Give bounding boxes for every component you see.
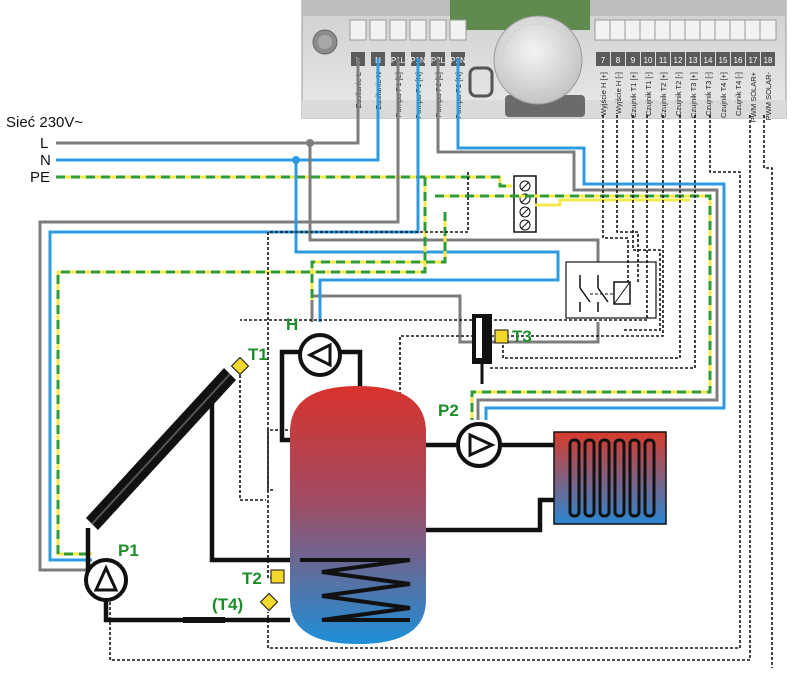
sensor-t3 (495, 330, 508, 343)
pump-p1-symbol (86, 560, 126, 600)
left-terminal-pin: L (355, 56, 361, 65)
left-terminal-label: Zasilanie N (374, 72, 383, 110)
left-terminal-pin: P2N (450, 56, 466, 65)
right-terminal-label: Czujnik T3 [+] (689, 72, 698, 118)
left-terminal-pin: P1N (410, 56, 426, 65)
storage-tank (290, 386, 426, 644)
relay-contactor (566, 262, 656, 318)
right-terminal-label: PWM SOLAR- (764, 72, 773, 121)
fuse-cap (318, 35, 332, 49)
left-terminal-pin: P2L (430, 56, 446, 65)
left-terminal-label: Zasilanie L (354, 72, 363, 109)
right-terminal-label: Czujnik T2 [+] (659, 72, 668, 118)
pump-p2-symbol (458, 424, 500, 466)
label-t2: T2 (242, 569, 262, 588)
right-terminal-pin: 11 (658, 56, 668, 65)
supply-title: Sieć 230V~ (6, 114, 84, 131)
right-terminal-pin: 10 (643, 56, 653, 65)
right-terminal-label: Czujnik T4 [+] (719, 72, 728, 118)
label-heater-h: H (286, 315, 299, 334)
right-terminal-pin: 18 (763, 56, 773, 65)
label-p2: P2 (438, 401, 459, 420)
right-terminal-pin: 13 (688, 56, 698, 65)
controller-board (302, 0, 786, 122)
left-terminal-label: Pompa P1 [N] (414, 72, 423, 119)
left-terminal-label: Pompa P2 [L] (434, 72, 443, 118)
left-terminal-pin: N (375, 56, 381, 65)
sensor-t4 (261, 594, 278, 611)
supply-line-pe: PE (30, 169, 51, 186)
right-terminal-label: Wyjście H [-] (614, 72, 623, 115)
right-terminal-pin: 16 (733, 56, 743, 65)
radiator (554, 432, 666, 524)
label-p1: P1 (118, 541, 139, 560)
label-t1: T1 (248, 345, 268, 364)
sensor-t2 (271, 570, 284, 583)
right-terminal-label: Czujnik T1 [+] (629, 72, 638, 118)
right-terminal-pin: 17 (748, 56, 758, 65)
left-terminal-label: Pompa P2 [N] (454, 72, 463, 119)
right-terminal-label: Wyjście H [+] (599, 72, 608, 116)
right-terminal-pin: 9 (630, 56, 636, 65)
left-terminal-pin: P1L (390, 56, 406, 65)
right-terminal-pin: 7 (600, 56, 606, 65)
label-t3: T3 (512, 327, 532, 346)
right-terminal-label: Czujnik T4 [-] (734, 72, 743, 117)
earth-terminal-strip (514, 176, 536, 232)
right-terminal-pin: 14 (703, 56, 713, 65)
sensor-t1 (232, 358, 249, 375)
supply-line-n: N (40, 152, 51, 169)
right-terminal-label: PWM SOLAR+ (749, 72, 758, 123)
immersion-heater-icon (472, 314, 492, 384)
right-terminal-label: Czujnik T1 [-] (644, 72, 653, 117)
right-terminal-label: Czujnik T3 [-] (704, 72, 713, 117)
right-terminal-label: Czujnik T2 [-] (674, 72, 683, 117)
right-terminal-pin: 12 (673, 56, 683, 65)
label-t4: (T4) (212, 595, 244, 614)
right-terminal-pin: 15 (718, 56, 728, 65)
right-terminal-pin: 8 (615, 56, 621, 65)
left-terminal-label: Pompa P1 [L] (394, 72, 403, 118)
supply-line-l: L (40, 135, 49, 152)
heater-pump-symbol (300, 335, 340, 375)
controller-knob (494, 16, 582, 104)
